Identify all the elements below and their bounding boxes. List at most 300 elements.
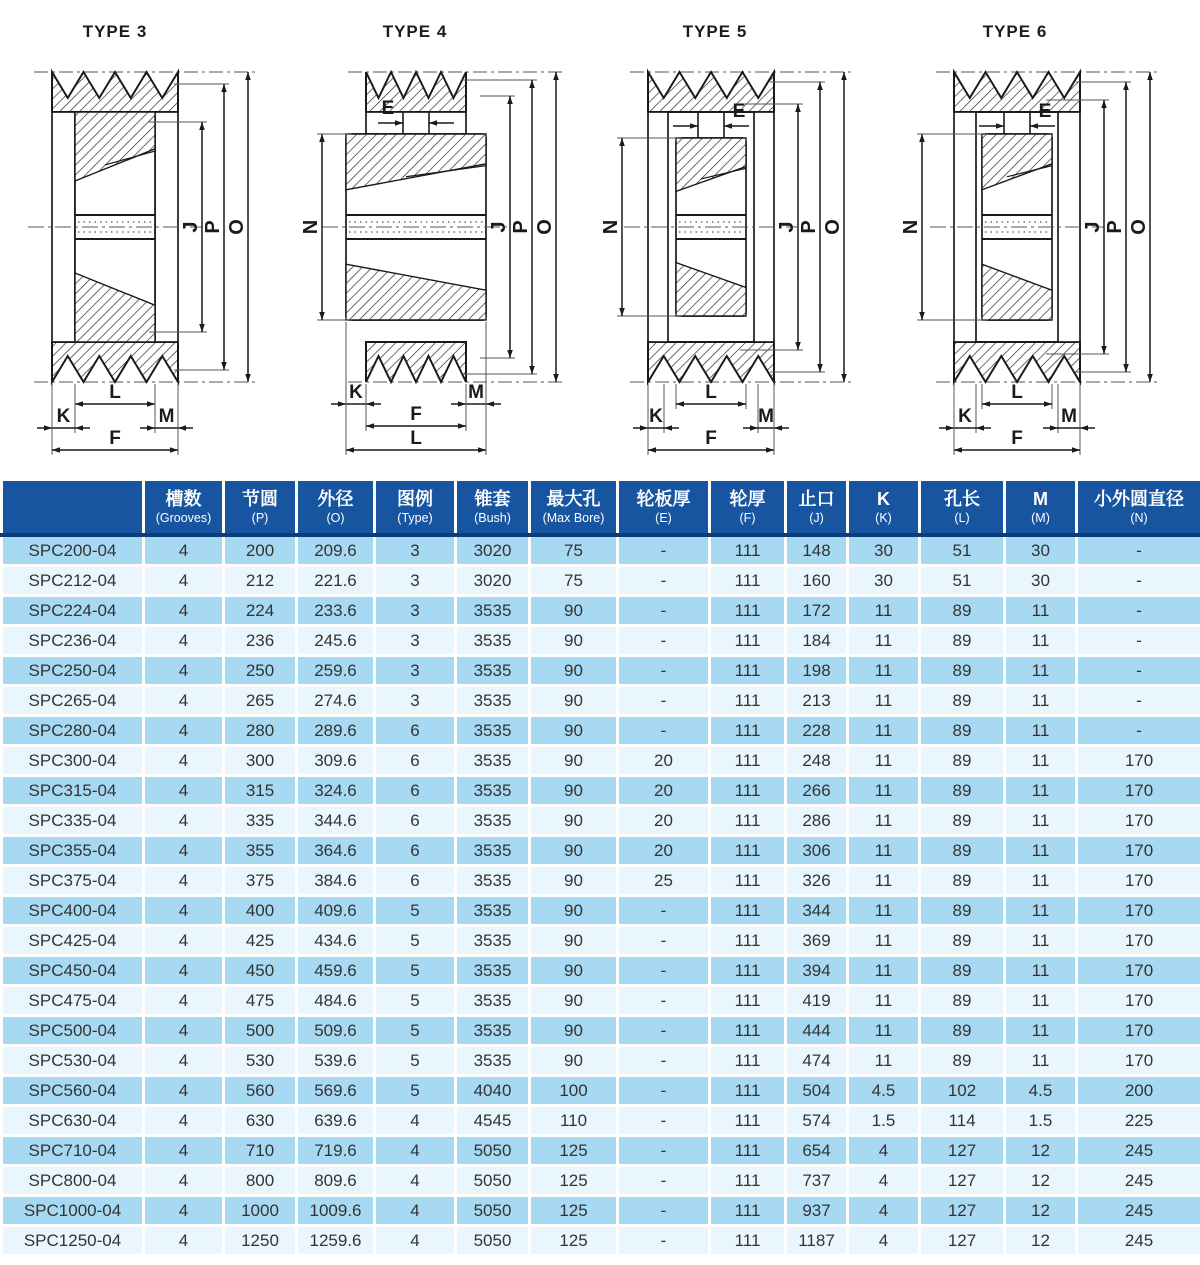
table-row: [2, 776, 1200, 806]
table-cell: 127: [920, 1136, 1005, 1166]
table-cell: 111: [710, 1196, 786, 1226]
table-cell: 228: [786, 716, 848, 746]
svg-text:J: J: [488, 221, 510, 233]
table-cell: 375: [224, 866, 297, 896]
table-cell: 3: [375, 566, 456, 596]
table-row: [2, 1226, 1200, 1256]
table-cell: 245: [1077, 1196, 1200, 1226]
table-cell: 4: [144, 1046, 224, 1076]
table-cell: 384.6: [297, 866, 375, 896]
table-cell: -: [618, 1166, 710, 1196]
table-cell: 4: [144, 1226, 224, 1256]
table-cell: 51: [920, 535, 1005, 566]
table-cell: 111: [710, 1076, 786, 1106]
table-cell: -: [618, 1226, 710, 1256]
table-cell: 3535: [456, 866, 530, 896]
table-cell: 5: [375, 1016, 456, 1046]
table-cell: 3535: [456, 1016, 530, 1046]
table-cell: 4: [375, 1106, 456, 1136]
table-cell: 4: [848, 1196, 920, 1226]
spec-table-header: [2, 480, 1200, 536]
table-cell: 111: [710, 626, 786, 656]
table-cell: 280: [224, 716, 297, 746]
table-cell: 111: [710, 535, 786, 566]
table-cell: -: [618, 1136, 710, 1166]
table-cell: 4545: [456, 1106, 530, 1136]
table-row: [2, 535, 1200, 566]
table-cell: 30: [848, 566, 920, 596]
table-cell: 530: [224, 1046, 297, 1076]
table-cell: 6: [375, 806, 456, 836]
table-cell: 127: [920, 1166, 1005, 1196]
svg-text:N: N: [600, 219, 622, 235]
table-cell: 5: [375, 1046, 456, 1076]
pulley-figure-type-3: [0, 0, 300, 478]
table-cell: 266: [786, 776, 848, 806]
table-cell: 1259.6: [297, 1226, 375, 1256]
table-cell: 3535: [456, 956, 530, 986]
table-cell: -: [618, 716, 710, 746]
table-row: [2, 806, 1200, 836]
col-header-bush: 锥套 (Bush): [456, 480, 530, 536]
table-cell: 4: [144, 716, 224, 746]
table-cell: 11: [1005, 926, 1077, 956]
table-cell: 111: [710, 1046, 786, 1076]
table-cell: 90: [530, 686, 618, 716]
table-cell: 710: [224, 1136, 297, 1166]
table-cell: 11: [848, 776, 920, 806]
table-row: [2, 956, 1200, 986]
table-cell: 75: [530, 535, 618, 566]
table-cell: -: [618, 686, 710, 716]
table-cell: 127: [920, 1226, 1005, 1256]
table-cell: 245: [1077, 1136, 1200, 1166]
table-cell: 4040: [456, 1076, 530, 1106]
table-cell: 639.6: [297, 1106, 375, 1136]
svg-text:L: L: [410, 428, 422, 449]
svg-text:L: L: [1011, 382, 1023, 403]
table-cell: 3: [375, 596, 456, 626]
table-cell: 111: [710, 716, 786, 746]
svg-text:E: E: [732, 101, 746, 122]
table-cell: SPC335-04: [2, 806, 144, 836]
table-cell: 484.6: [297, 986, 375, 1016]
svg-text:P: P: [1104, 220, 1126, 234]
table-cell: SPC475-04: [2, 986, 144, 1016]
table-cell: 111: [710, 986, 786, 1016]
table-cell: -: [618, 956, 710, 986]
table-cell: 90: [530, 836, 618, 866]
table-cell: SPC400-04: [2, 896, 144, 926]
table-cell: -: [618, 1196, 710, 1226]
table-cell: 4: [144, 926, 224, 956]
table-cell: 11: [1005, 776, 1077, 806]
table-cell: 90: [530, 656, 618, 686]
table-cell: 309.6: [297, 746, 375, 776]
table-cell: 125: [530, 1166, 618, 1196]
svg-text:N: N: [900, 219, 922, 235]
table-cell: 200: [224, 535, 297, 566]
table-cell: 200: [1077, 1076, 1200, 1106]
table-cell: 4: [144, 776, 224, 806]
table-cell: 198: [786, 656, 848, 686]
figure-title-type-5: TYPE 5: [682, 22, 748, 41]
svg-text:J: J: [776, 221, 798, 233]
table-cell: 5: [375, 956, 456, 986]
table-cell: 4: [848, 1226, 920, 1256]
table-row: [2, 1106, 1200, 1136]
table-cell: SPC710-04: [2, 1136, 144, 1166]
table-cell: 3: [375, 656, 456, 686]
table-cell: -: [618, 1076, 710, 1106]
table-cell: 25: [618, 866, 710, 896]
table-cell: 11: [1005, 806, 1077, 836]
table-cell: 90: [530, 926, 618, 956]
table-cell: 4.5: [1005, 1076, 1077, 1106]
table-row: [2, 1166, 1200, 1196]
table-cell: 11: [848, 686, 920, 716]
table-cell: 111: [710, 1166, 786, 1196]
table-cell: 111: [710, 806, 786, 836]
table-row: [2, 986, 1200, 1016]
col-header-m: M (M): [1005, 480, 1077, 536]
table-cell: 937: [786, 1196, 848, 1226]
table-cell: 111: [710, 866, 786, 896]
svg-text:O: O: [1128, 219, 1150, 235]
table-cell: 737: [786, 1166, 848, 1196]
table-cell: 170: [1077, 926, 1200, 956]
table-cell: -: [618, 1016, 710, 1046]
table-cell: 500: [224, 1016, 297, 1046]
svg-text:O: O: [822, 219, 844, 235]
table-cell: 4: [144, 686, 224, 716]
table-cell: 4: [375, 1226, 456, 1256]
table-row: [2, 566, 1200, 596]
table-cell: 3535: [456, 716, 530, 746]
table-cell: SPC375-04: [2, 866, 144, 896]
svg-text:O: O: [534, 219, 556, 235]
table-cell: 400: [224, 896, 297, 926]
table-cell: 364.6: [297, 836, 375, 866]
table-cell: 89: [920, 926, 1005, 956]
table-cell: -: [618, 1106, 710, 1136]
table-cell: 1009.6: [297, 1196, 375, 1226]
table-cell: 111: [710, 656, 786, 686]
table-cell: 90: [530, 596, 618, 626]
table-cell: 75: [530, 566, 618, 596]
table-cell: 236: [224, 626, 297, 656]
table-cell: 5: [375, 926, 456, 956]
table-cell: 3: [375, 626, 456, 656]
svg-text:K: K: [56, 406, 71, 427]
table-cell: 89: [920, 686, 1005, 716]
table-cell: 233.6: [297, 596, 375, 626]
table-cell: 111: [710, 686, 786, 716]
table-cell: 3535: [456, 926, 530, 956]
svg-text:K: K: [649, 406, 663, 427]
svg-text:L: L: [705, 382, 717, 403]
table-cell: SPC212-04: [2, 566, 144, 596]
table-row: [2, 1046, 1200, 1076]
table-cell: 11: [848, 716, 920, 746]
table-cell: 90: [530, 716, 618, 746]
table-cell: 569.6: [297, 1076, 375, 1106]
table-cell: 1187: [786, 1226, 848, 1256]
table-cell: 30: [1005, 566, 1077, 596]
table-cell: 250: [224, 656, 297, 686]
table-cell: 11: [1005, 1016, 1077, 1046]
table-cell: 4: [144, 836, 224, 866]
svg-text:P: P: [798, 220, 820, 234]
table-cell: 125: [530, 1136, 618, 1166]
table-cell: 11: [848, 866, 920, 896]
table-cell: 11: [848, 956, 920, 986]
col-header-k: K (K): [848, 480, 920, 536]
table-cell: 324.6: [297, 776, 375, 806]
table-cell: 245.6: [297, 626, 375, 656]
table-cell: 100: [530, 1076, 618, 1106]
table-cell: -: [618, 986, 710, 1016]
table-row: [2, 746, 1200, 776]
table-cell: 11: [1005, 656, 1077, 686]
table-cell: 444: [786, 1016, 848, 1046]
table-cell: 6: [375, 746, 456, 776]
table-cell: 11: [848, 656, 920, 686]
table-cell: -: [618, 656, 710, 686]
table-cell: SPC200-04: [2, 535, 144, 566]
table-cell: 30: [848, 535, 920, 566]
table-cell: 11: [1005, 956, 1077, 986]
table-cell: 213: [786, 686, 848, 716]
table-row: [2, 896, 1200, 926]
table-cell: 51: [920, 566, 1005, 596]
table-cell: -: [1077, 626, 1200, 656]
table-cell: SPC500-04: [2, 1016, 144, 1046]
table-cell: 89: [920, 1016, 1005, 1046]
table-cell: 286: [786, 806, 848, 836]
table-cell: 4: [144, 1076, 224, 1106]
svg-text:K: K: [349, 382, 363, 403]
table-cell: 3535: [456, 626, 530, 656]
pulley-drawing-type-6: [900, 42, 1200, 472]
table-cell: 111: [710, 566, 786, 596]
table-cell: 3: [375, 535, 456, 566]
table-cell: 160: [786, 566, 848, 596]
table-cell: 89: [920, 716, 1005, 746]
table-cell: 111: [710, 1226, 786, 1256]
table-cell: 11: [848, 626, 920, 656]
table-cell: 111: [710, 776, 786, 806]
table-cell: 3535: [456, 596, 530, 626]
svg-text:E: E: [381, 98, 395, 119]
svg-text:M: M: [468, 382, 484, 403]
table-cell: 4: [848, 1166, 920, 1196]
table-cell: 170: [1077, 1016, 1200, 1046]
table-cell: 11: [848, 986, 920, 1016]
table-cell: -: [618, 596, 710, 626]
table-cell: 11: [848, 1016, 920, 1046]
table-cell: 344: [786, 896, 848, 926]
table-cell: SPC1250-04: [2, 1226, 144, 1256]
table-cell: 4: [144, 656, 224, 686]
table-cell: SPC315-04: [2, 776, 144, 806]
table-cell: 4: [375, 1196, 456, 1226]
table-cell: 245: [1077, 1226, 1200, 1256]
table-cell: 11: [1005, 686, 1077, 716]
table-cell: 1.5: [1005, 1106, 1077, 1136]
table-row: [2, 836, 1200, 866]
table-cell: 172: [786, 596, 848, 626]
table-cell: 89: [920, 896, 1005, 926]
table-cell: 259.6: [297, 656, 375, 686]
table-cell: -: [1077, 535, 1200, 566]
col-header-pitch-p: 节圆 (P): [224, 480, 297, 536]
table-cell: -: [1077, 716, 1200, 746]
table-cell: 89: [920, 836, 1005, 866]
table-cell: 3020: [456, 535, 530, 566]
table-cell: 170: [1077, 746, 1200, 776]
table-cell: -: [618, 1046, 710, 1076]
table-cell: 4.5: [848, 1076, 920, 1106]
table-cell: 4: [144, 535, 224, 566]
table-cell: 4: [848, 1136, 920, 1166]
table-cell: 4: [144, 626, 224, 656]
table-cell: 11: [848, 596, 920, 626]
table-cell: 11: [1005, 716, 1077, 746]
table-cell: 3020: [456, 566, 530, 596]
table-cell: 265: [224, 686, 297, 716]
table-cell: 111: [710, 746, 786, 776]
table-cell: SPC630-04: [2, 1106, 144, 1136]
svg-text:J: J: [1082, 221, 1104, 233]
table-cell: 170: [1077, 986, 1200, 1016]
table-cell: 11: [848, 836, 920, 866]
table-cell: 475: [224, 986, 297, 1016]
table-row: [2, 1076, 1200, 1106]
col-header-f: 轮厚 (F): [710, 480, 786, 536]
table-cell: SPC425-04: [2, 926, 144, 956]
table-cell: 425: [224, 926, 297, 956]
table-cell: 111: [710, 836, 786, 866]
table-row: [2, 686, 1200, 716]
table-cell: 509.6: [297, 1016, 375, 1046]
table-cell: 654: [786, 1136, 848, 1166]
pulley-figure-type-6: [900, 0, 1200, 478]
table-cell: 6: [375, 776, 456, 806]
figure-title-type-4: TYPE 4: [382, 22, 448, 41]
table-cell: 110: [530, 1106, 618, 1136]
figure-title-type-6: TYPE 6: [982, 22, 1048, 41]
table-cell: 11: [848, 746, 920, 776]
table-cell: 3535: [456, 896, 530, 926]
table-cell: 12: [1005, 1196, 1077, 1226]
table-cell: 474: [786, 1046, 848, 1076]
table-cell: 90: [530, 896, 618, 926]
table-cell: 12: [1005, 1166, 1077, 1196]
table-cell: 1.5: [848, 1106, 920, 1136]
table-row: [2, 1196, 1200, 1226]
table-cell: SPC236-04: [2, 626, 144, 656]
table-cell: 11: [1005, 986, 1077, 1016]
table-cell: 148: [786, 535, 848, 566]
table-cell: 289.6: [297, 716, 375, 746]
svg-text:M: M: [758, 406, 774, 427]
table-cell: 3535: [456, 776, 530, 806]
table-cell: SPC800-04: [2, 1166, 144, 1196]
table-cell: 170: [1077, 866, 1200, 896]
table-cell: 3535: [456, 986, 530, 1016]
table-cell: 4: [144, 596, 224, 626]
table-cell: 369: [786, 926, 848, 956]
table-cell: 212: [224, 566, 297, 596]
col-header-model: [2, 480, 144, 536]
col-header-type: 图例 (Type): [375, 480, 456, 536]
pulley-drawing-type-5: [600, 42, 900, 472]
table-cell: SPC224-04: [2, 596, 144, 626]
table-cell: 3535: [456, 1046, 530, 1076]
figure-title-type-3: TYPE 3: [82, 22, 148, 41]
table-row: [2, 1016, 1200, 1046]
table-cell: -: [618, 926, 710, 956]
table-cell: 89: [920, 1046, 1005, 1076]
table-cell: 89: [920, 656, 1005, 686]
table-cell: SPC450-04: [2, 956, 144, 986]
spec-table: [0, 478, 1200, 1257]
table-cell: 225: [1077, 1106, 1200, 1136]
table-cell: 300: [224, 746, 297, 776]
table-cell: 111: [710, 596, 786, 626]
table-cell: 111: [710, 1106, 786, 1136]
table-cell: 5050: [456, 1166, 530, 1196]
table-cell: 4: [144, 956, 224, 986]
table-cell: -: [1077, 686, 1200, 716]
table-cell: 11: [1005, 866, 1077, 896]
table-cell: 90: [530, 866, 618, 896]
col-header-outer-o: 外径 (O): [297, 480, 375, 536]
table-cell: 5: [375, 986, 456, 1016]
table-cell: -: [618, 566, 710, 596]
table-cell: 125: [530, 1226, 618, 1256]
table-cell: 114: [920, 1106, 1005, 1136]
col-header-max-bore: 最大孔 (Max Bore): [530, 480, 618, 536]
table-cell: SPC560-04: [2, 1076, 144, 1106]
pulley-drawing-type-3: [0, 42, 300, 472]
table-cell: 90: [530, 986, 618, 1016]
pulley-drawing-type-4: [300, 42, 600, 472]
table-cell: 574: [786, 1106, 848, 1136]
table-cell: 4: [144, 806, 224, 836]
table-cell: 539.6: [297, 1046, 375, 1076]
svg-text:E: E: [1038, 101, 1052, 122]
svg-text:O: O: [226, 219, 248, 235]
table-cell: 6: [375, 836, 456, 866]
col-header-l: 孔长 (L): [920, 480, 1005, 536]
table-cell: 3535: [456, 836, 530, 866]
table-cell: 3535: [456, 656, 530, 686]
table-cell: 170: [1077, 896, 1200, 926]
table-cell: 11: [848, 896, 920, 926]
table-cell: 809.6: [297, 1166, 375, 1196]
table-cell: 30: [1005, 535, 1077, 566]
table-cell: 4: [144, 1166, 224, 1196]
spec-table-body: [2, 535, 1200, 1256]
table-cell: 5050: [456, 1196, 530, 1226]
col-header-e: 轮板厚 (E): [618, 480, 710, 536]
table-cell: 11: [1005, 1046, 1077, 1076]
col-header-grooves: 槽数 (Grooves): [144, 480, 224, 536]
table-cell: 4: [375, 1136, 456, 1166]
table-cell: 4: [144, 1196, 224, 1226]
